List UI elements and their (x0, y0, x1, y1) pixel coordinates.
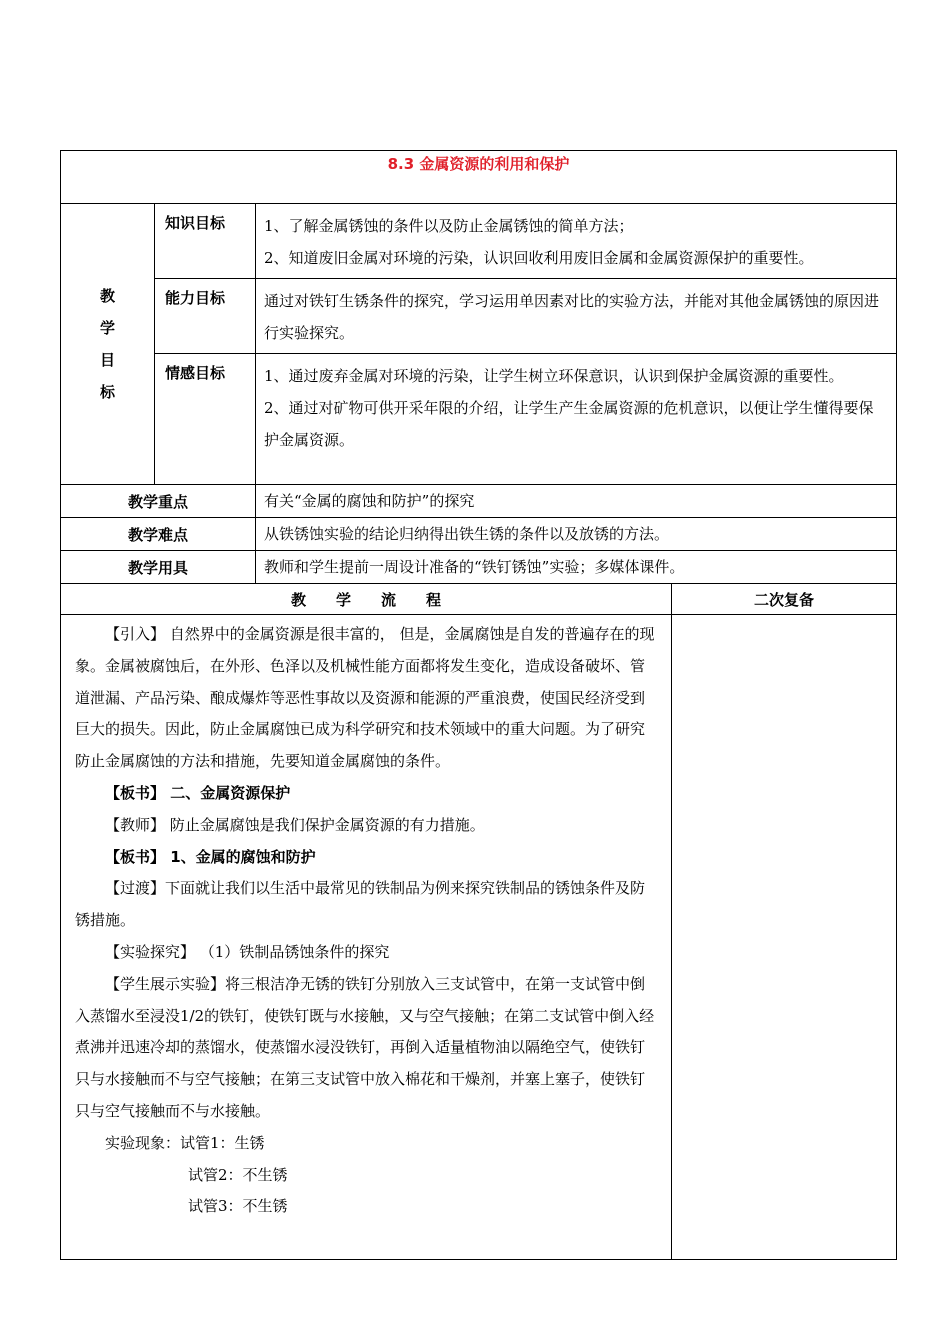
ability-goal-content: 通过对铁钉生锈条件的探究，学习运用单因素对比的实验方法，并能对其他金属锈蚀的原因进行实验探究。 (256, 279, 897, 354)
tools-content: 教师和学生提前一周设计准备的“铁钉锈蚀”实验；多媒体课件。 (256, 551, 897, 584)
second-prep-header: 二次复备 (672, 584, 897, 615)
lesson-plan (60, 150, 896, 1260)
intro-paragraph: 【引入】 自然界中的金属资源是很丰富的， 但是，金属腐蚀是自发的普遍存在的现象。金属被腐蚀后，在外形、色泽以及机械性能方面都将发生变化，造成设备破坏、管道泄漏、产品污染、酿成爆炸等恶性事故以及资源和能源的严重浪费，使国民经济受到巨大的损失。因此，防止金属腐蚀已成为科学研究和技术领域中的重大问题。为了研究防止金属腐蚀的方法和措施，先要知道金属腐蚀的条件。 (75, 625, 655, 771)
knowledge-goal-label: 知识目标 (155, 204, 256, 279)
knowledge-goal-content: 1、了解金属锈蚀的条件以及防止金属锈蚀的简单方法； 2、知道废旧金属对环境的污染，认识回收利用废旧金属和金属资源保护的重要性。 (256, 204, 897, 279)
teaching-flow-header: 教 学 流 程 (61, 584, 672, 615)
page-title: 8.3 金属资源的利用和保护 (61, 151, 897, 204)
second-prep-content (672, 615, 897, 1260)
board-heading-1: 【板书】 二、金属资源保护 (105, 783, 291, 802)
experiment-heading: 【实验探究】 （1）铁制品锈蚀条件的探究 (105, 942, 390, 961)
transition-paragraph: 【过渡】下面就让我们以生活中最常见的铁制品为例来探究铁制品的锈蚀条件及防锈措施。 (75, 879, 646, 930)
observation-1: 实验现象：试管1：生锈 (105, 1133, 265, 1152)
emotion-goal-label: 情感目标 (155, 354, 256, 485)
observation-2: 试管2：不生锈 (188, 1165, 288, 1184)
teacher-note: 【教师】 防止金属腐蚀是我们保护金属资源的有力措施。 (105, 815, 485, 834)
key-points-content: 有关“金属的腐蚀和防护”的探究 (256, 485, 897, 518)
tools-label: 教学用具 (61, 551, 256, 584)
board-heading-2: 【板书】 1、金属的腐蚀和防护 (105, 847, 316, 866)
emotion-goal-content: 1、通过废弃金属对环境的污染，让学生树立环保意识，认识到保护金属资源的重要性。 2、通过对矿物可供开采年限的介绍，让学生产生金属资源的危机意识，以便让学生懂得要保护金属资源。 (256, 354, 897, 485)
difficulties-content: 从铁锈蚀实验的结论归纳得出铁生锈的条件以及放锈的方法。 (256, 518, 897, 551)
student-experiment-paragraph: 【学生展示实验】将三根洁净无锈的铁钉分别放入三支试管中，在第一支试管中倒入蒸馏水至浸没1/2的铁钉，使铁钉既与水接触，又与空气接触；在第二支试管中倒入经煮沸并迅速冷却的蒸馏水，使蒸馏水浸没铁钉，再倒入适量植物油以隔绝空气，使铁钉只与水接触而不与空气接触；在第三支试管中放入棉花和干燥剂，并塞上塞子，使铁钉只与空气接触而不与水接触。 (75, 974, 655, 1120)
teaching-flow-content (61, 615, 672, 1260)
ability-goal-label: 能力目标 (155, 279, 256, 354)
key-points-label: 教学重点 (61, 485, 256, 518)
difficulties-label: 教学难点 (61, 518, 256, 551)
lesson-plan-table (60, 150, 897, 1260)
teaching-goals-label: 教 学 目 标 (61, 204, 155, 485)
observation-3: 试管3：不生锈 (188, 1197, 288, 1216)
